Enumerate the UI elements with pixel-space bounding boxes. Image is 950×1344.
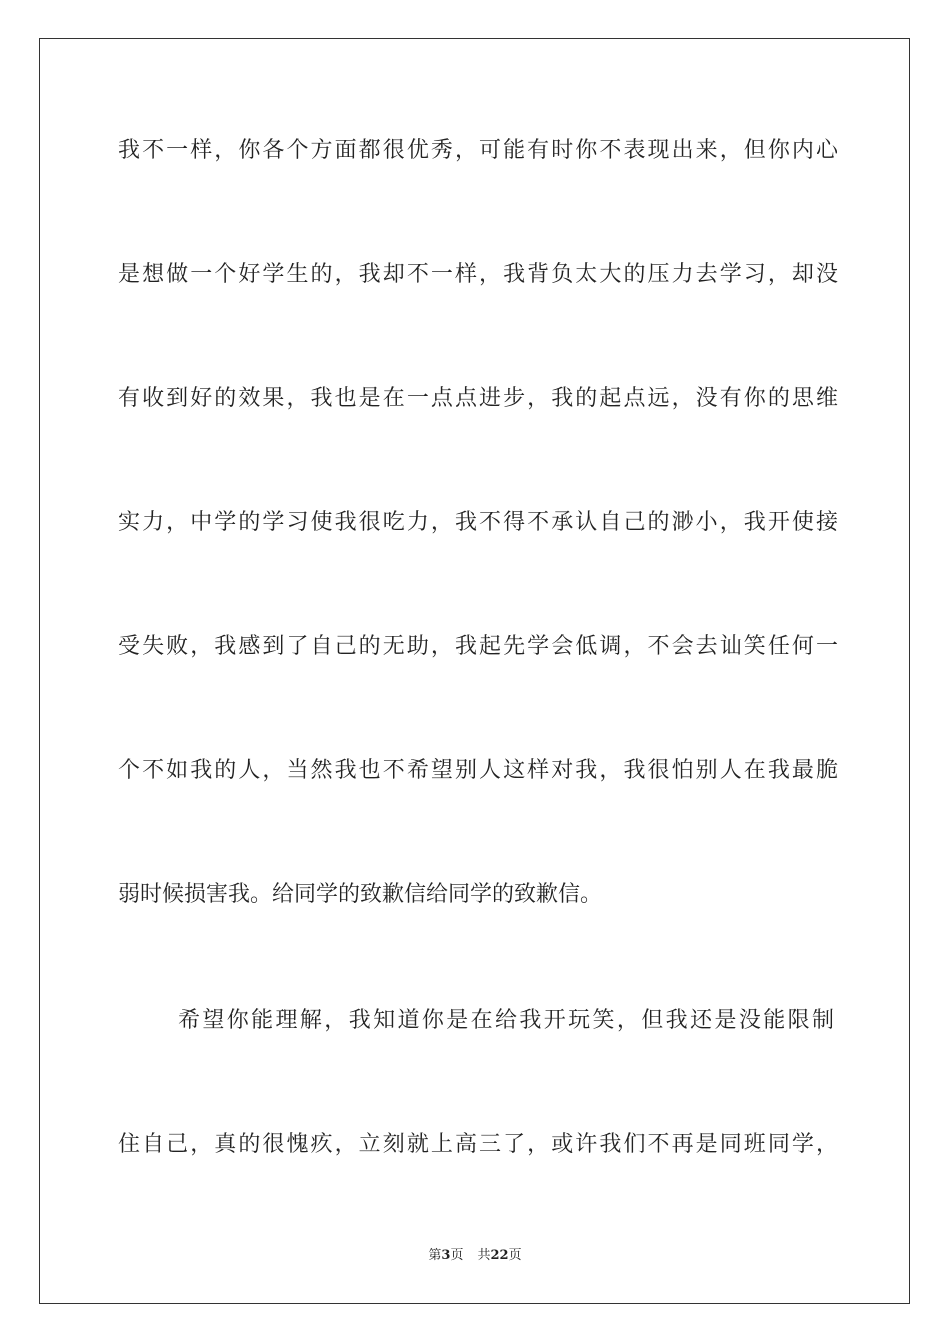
paragraph-line-6: 个不如我的人，当然我也不希望别人这样对我，我很怕别人在我最脆 — [118, 758, 838, 783]
page-frame — [39, 38, 910, 1304]
paragraph-2-line-2: 住自己，真的很愧疚，立刻就上高三了，或许我们不再是同班同学， — [118, 1132, 838, 1157]
page-prefix: 第 — [428, 1248, 442, 1263]
paragraph-2-line-1: 希望你能理解，我知道你是在给我开玩笑，但我还是没能限制 — [178, 1008, 834, 1033]
paragraph-line-1: 我不一样，你各个方面都很优秀，可能有时你不表现出来，但你内心 — [118, 138, 838, 163]
page-number: 3 — [441, 1248, 451, 1263]
total-suffix: 页 — [508, 1248, 522, 1263]
paragraph-line-7: 弱时候损害我。给同学的致歉信给同学的致歉信。 — [118, 882, 603, 907]
paragraph-line-3: 有收到好的效果，我也是在一点点进步，我的起点远，没有你的思维 — [118, 386, 838, 411]
paragraph-line-4: 实力，中学的学习使我很吃力，我不得不承认自己的渺小，我开使接 — [118, 510, 838, 535]
page-footer — [0, 1247, 950, 1265]
paragraph-line-5: 受失败，我感到了自己的无助，我起先学会低调，不会去讪笑任何一 — [118, 634, 838, 659]
total-pages: 22 — [490, 1248, 509, 1263]
total-prefix: 共 — [477, 1248, 491, 1263]
page-suffix: 页 — [450, 1248, 464, 1263]
paragraph-line-2: 是想做一个好学生的，我却不一样，我背负太大的压力去学习，却没 — [118, 262, 838, 287]
